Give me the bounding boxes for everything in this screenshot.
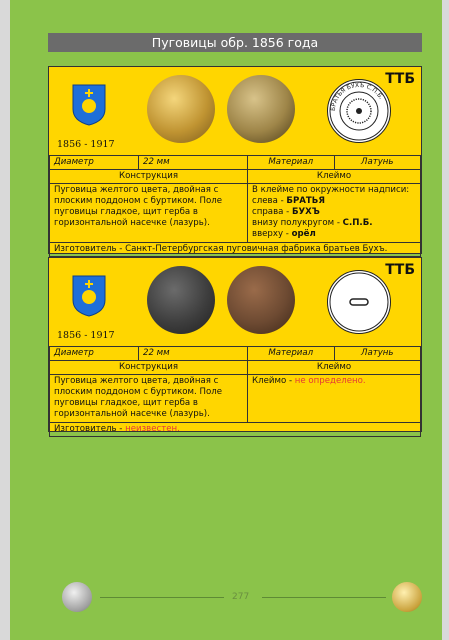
button-card-1 — [48, 66, 422, 254]
stamp-mark-image — [327, 79, 391, 143]
material-label: Материал — [248, 156, 335, 170]
stamp-header: Клеймо — [248, 170, 421, 184]
maker-line: Изготовитель - Санкт-Петербургская пуговичная фабрика братьев Бухъ. — [50, 243, 421, 257]
specs-table — [49, 346, 421, 437]
material-label: Материал — [248, 347, 335, 361]
button-front-image — [147, 75, 215, 143]
ttb-badge: ТТБ — [385, 262, 415, 278]
years-label: 1856 - 1917 — [57, 330, 115, 341]
left-medal-icon — [62, 582, 92, 612]
button-back-image — [227, 75, 295, 143]
construction-description: Пуговица желтого цвета, двойная с плоским поддоном с буртиком. Поле пуговицы гладкое, щит герба в горизонтальной насечке (лазурь). — [50, 375, 248, 423]
diameter-value: 22 мм — [139, 156, 248, 170]
footer-divider — [262, 597, 386, 598]
stamp-description: Клеймо - не определено. — [248, 375, 421, 423]
button-back-image — [227, 266, 295, 334]
card-images-row — [49, 67, 421, 155]
button-card-2 — [48, 257, 422, 432]
footer-divider — [100, 597, 224, 598]
page-title: Пуговицы обр. 1856 года — [48, 33, 422, 52]
construction-header: Конструкция — [50, 361, 248, 375]
maker-line: Изготовитель - неизвестен. — [50, 423, 421, 437]
construction-description: Пуговица желтого цвета, двойная с плоским поддоном с буртиком. Поле пуговицы гладкое, щит герба в горизонтальной насечке (лазурь). — [50, 184, 248, 243]
stamp-line: справа - БУХЪ — [252, 207, 320, 217]
stamp-line: внизу полукругом - С.П.Б. — [252, 218, 373, 228]
stamp-line: слева - БРАТЬЯ — [252, 196, 325, 206]
specs-table — [49, 155, 421, 257]
button-front-image — [147, 266, 215, 334]
right-medal-icon — [392, 582, 422, 612]
card-images-row — [49, 258, 421, 346]
diameter-label: Диаметр — [50, 156, 139, 170]
ttb-badge: ТТБ — [385, 71, 415, 87]
stamp-line: вверху - орёл — [252, 229, 316, 239]
material-value: Латунь — [334, 347, 421, 361]
coat-of-arms-icon — [71, 83, 107, 127]
years-label: 1856 - 1917 — [57, 139, 115, 150]
page-number: 277 — [232, 592, 250, 602]
stamp-mark-image — [327, 270, 391, 334]
material-value: Латунь — [334, 156, 421, 170]
coat-of-arms-icon — [71, 274, 107, 318]
diameter-label: Диаметр — [50, 347, 139, 361]
construction-header: Конструкция — [50, 170, 248, 184]
diameter-value: 22 мм — [139, 347, 248, 361]
stamp-header: Клеймо — [248, 361, 421, 375]
stamp-description — [248, 184, 421, 243]
stamp-ring-text: БРАТЬЯ БУХЪ С.П.Б. — [329, 81, 385, 112]
stamp-intro: В клейме по окружности надписи: — [252, 185, 410, 195]
